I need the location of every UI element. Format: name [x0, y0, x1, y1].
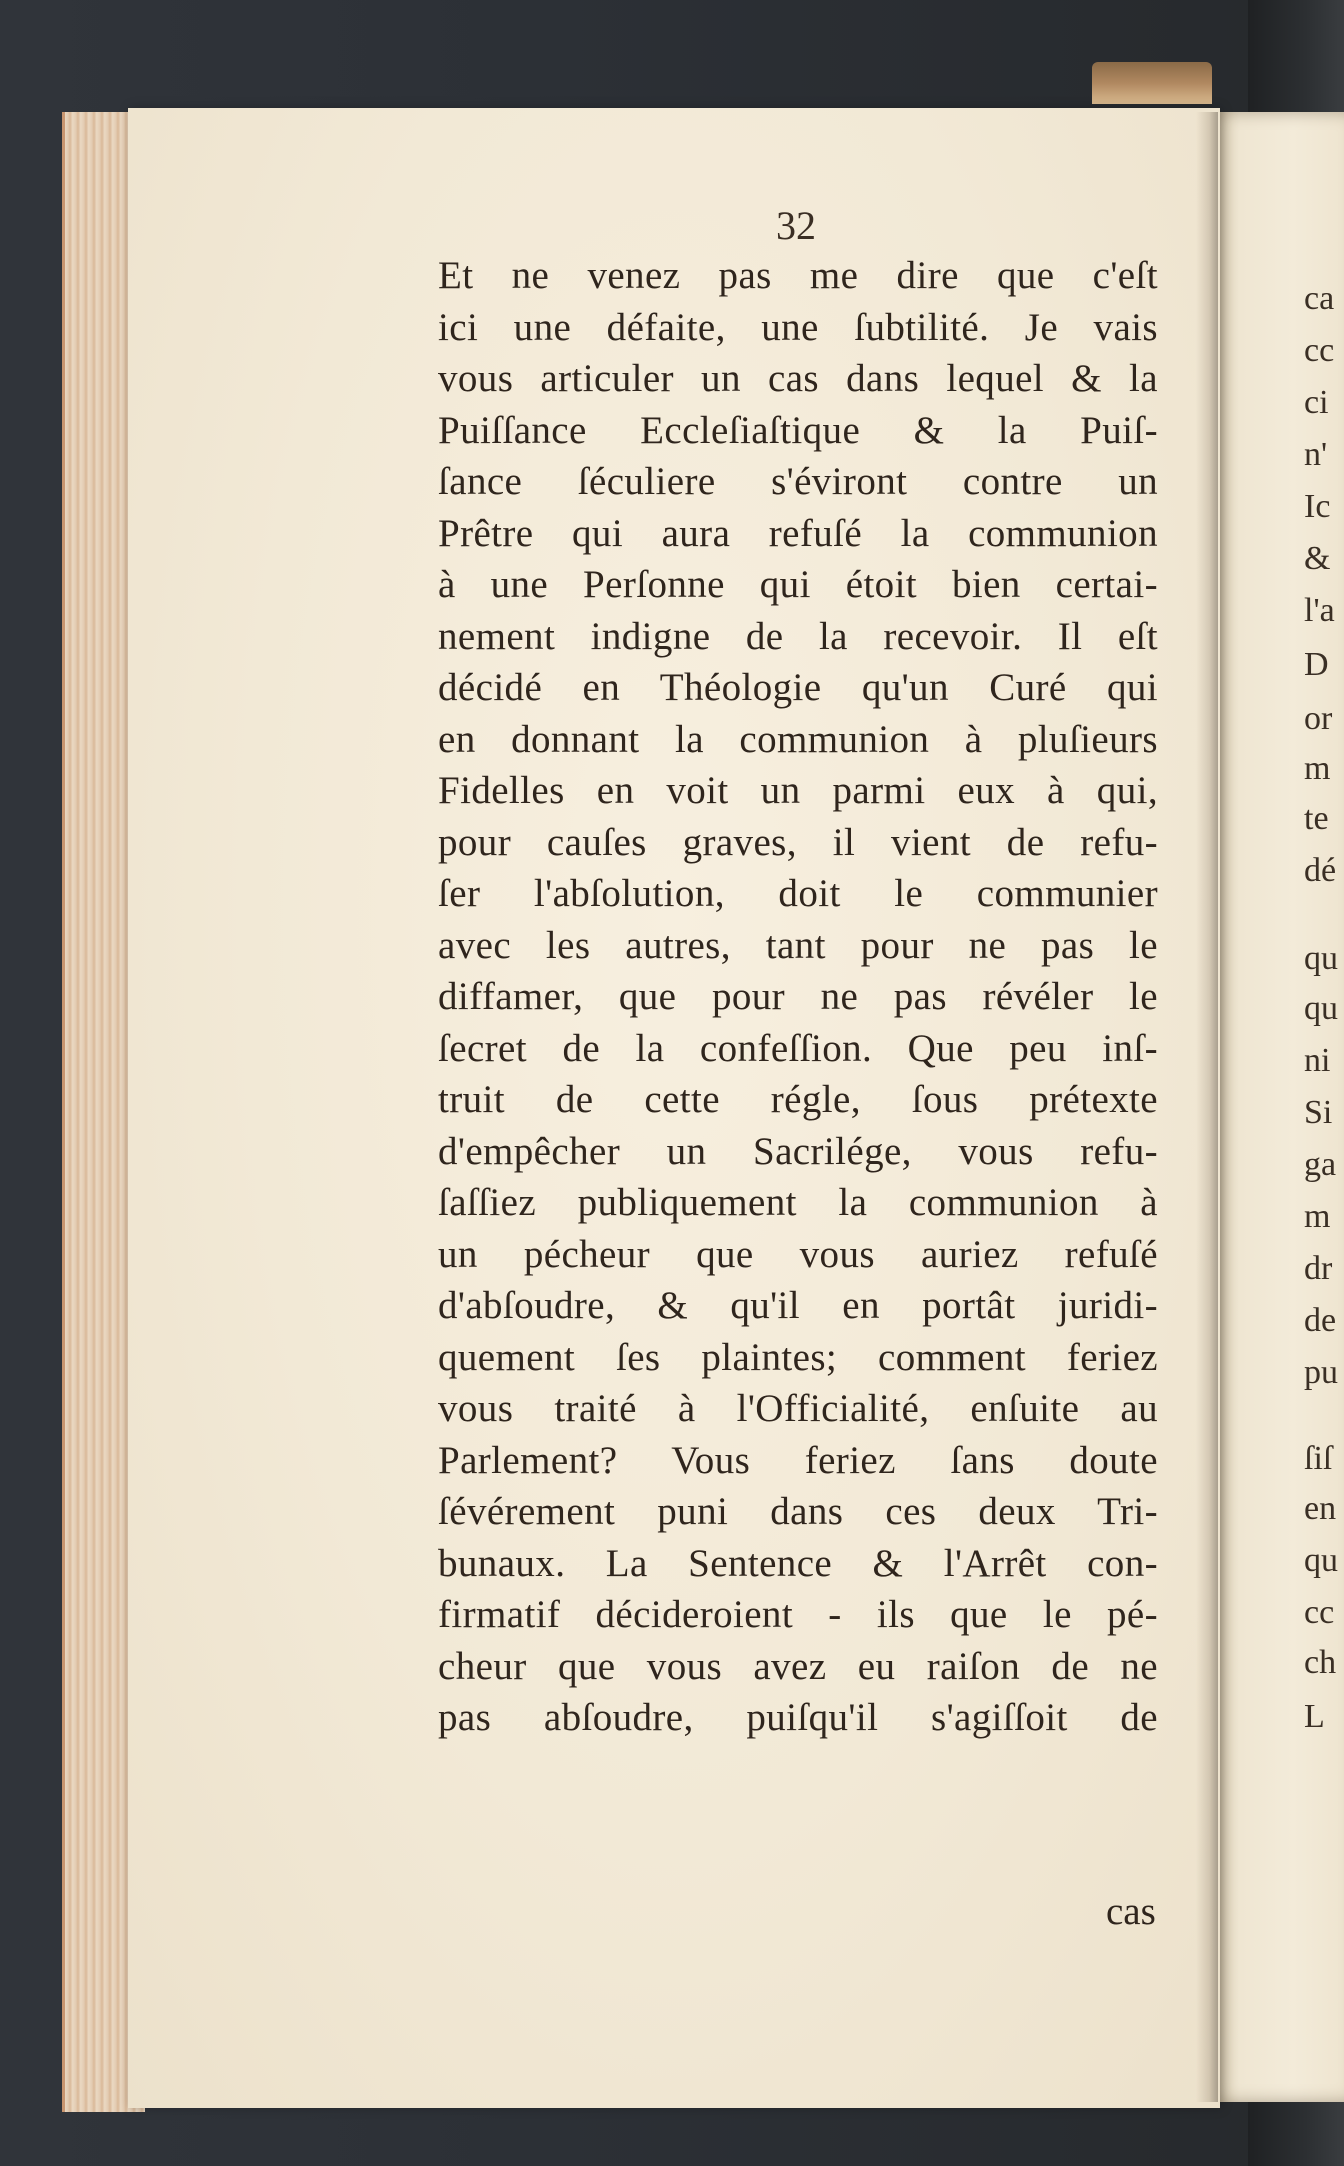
text-line: cheur que vous avez eu raiſon de ne [438, 1644, 1158, 1688]
facing-page-fragment: ch [1304, 1644, 1337, 1681]
text-line: en donnant la communion à pluſieurs [438, 717, 1158, 761]
text-line: ici une défaite, une ſubtilité. Je vais [438, 305, 1158, 349]
facing-page-fragment: cc [1304, 1594, 1335, 1631]
facing-page-fragment: te [1304, 800, 1329, 837]
facing-page-fragment: pu [1304, 1354, 1338, 1391]
text-line: bunaux. La Sentence & l'Arrêt con- [438, 1541, 1158, 1585]
page-number: 32 [776, 203, 816, 248]
text-line: quement ſes plaintes; comment feriez [438, 1335, 1158, 1379]
text-line: ſévérement puni dans ces deux Tri- [438, 1490, 1158, 1533]
text-line: pour cauſes graves, il vient de refu- [438, 820, 1158, 864]
facing-page-fragment: de [1304, 1302, 1337, 1339]
facing-page-fragment: qu [1304, 1542, 1338, 1579]
text-line: pas abſoudre, puiſqu'il s'agiſſoit de [438, 1696, 1158, 1739]
text-line: décidé en Théologie qu'un Curé qui [438, 666, 1158, 709]
text-line: d'abſoudre, & qu'il en portât juridi- [438, 1284, 1158, 1327]
facing-page-fragment: ſiſ [1304, 1440, 1333, 1477]
page-text [438, 250, 1158, 1744]
text-line: nement indigne de la recevoir. Il eſt [438, 614, 1158, 658]
facing-page-fragment: ca [1304, 280, 1335, 317]
facing-page-fragment: qu [1304, 940, 1338, 977]
facing-page-fragment: or [1304, 700, 1333, 737]
text-line: ſaſſiez publiquement la communion à [438, 1181, 1158, 1224]
text-line: avec les autres, tant pour ne pas le [438, 923, 1158, 967]
text-line: Prêtre qui aura refuſé la communion [438, 511, 1158, 555]
facing-page-fragment: Ic [1304, 488, 1331, 525]
text-line: ſecret de la confeſſion. Que peu inſ- [438, 1026, 1158, 1070]
facing-page-fragment: n' [1304, 436, 1328, 473]
text-line: truit de cette régle, ſous prétexte [438, 1078, 1158, 1121]
facing-page-fragment: dr [1304, 1250, 1333, 1287]
text-line: Et ne venez pas me dire que c'eſt [438, 254, 1158, 297]
torn-paper-tab [1092, 62, 1212, 104]
text-line: Parlement? Vous feriez ſans doute [438, 1438, 1158, 1482]
facing-page-fragment: m [1304, 1198, 1331, 1235]
facing-page-fragment: Si [1304, 1094, 1333, 1131]
text-line: d'empêcher un Sacrilége, vous refu- [438, 1129, 1158, 1173]
text-line: vous traité à l'Officialité, enſuite au [438, 1387, 1158, 1430]
facing-page-fragment: ni [1304, 1042, 1331, 1079]
text-line: diffamer, que pour ne pas révéler le [438, 975, 1158, 1018]
facing-page [1212, 112, 1344, 2102]
facing-page-fragment: l'a [1304, 592, 1335, 629]
text-line: Puiſſance Eccleſiaſtique & la Puiſ- [438, 408, 1158, 452]
text-line: firmatif décideroient - ils que le pé- [438, 1593, 1158, 1636]
gutter-crease [1196, 112, 1218, 2102]
facing-page-fragment: cc [1304, 332, 1335, 369]
text-line: ſer l'abſolution, doit le communier [438, 872, 1158, 915]
facing-page-fragment: dé [1304, 852, 1337, 889]
facing-page-fragment: qu [1304, 990, 1338, 1027]
facing-page-fragment: L [1304, 1698, 1325, 1735]
text-line: ſance ſéculiere s'éviront contre un [438, 460, 1158, 503]
text-line: un pécheur que vous auriez refuſé [438, 1232, 1158, 1276]
facing-page-fragment: & [1304, 540, 1331, 577]
text-line: Fidelles en voit un parmi eux à qui, [438, 769, 1158, 812]
facing-page-fragment: ga [1304, 1146, 1337, 1183]
facing-page-fragment: en [1304, 1490, 1337, 1527]
facing-page-fragment: m [1304, 750, 1331, 787]
text-line: à une Perſonne qui étoit bien certai- [438, 563, 1158, 606]
facing-page-fragment: ci [1304, 384, 1329, 421]
catchword: cas [1106, 1890, 1156, 1933]
facing-page-fragment: D [1304, 646, 1329, 683]
text-line: vous articuler un cas dans lequel & la [438, 357, 1158, 400]
